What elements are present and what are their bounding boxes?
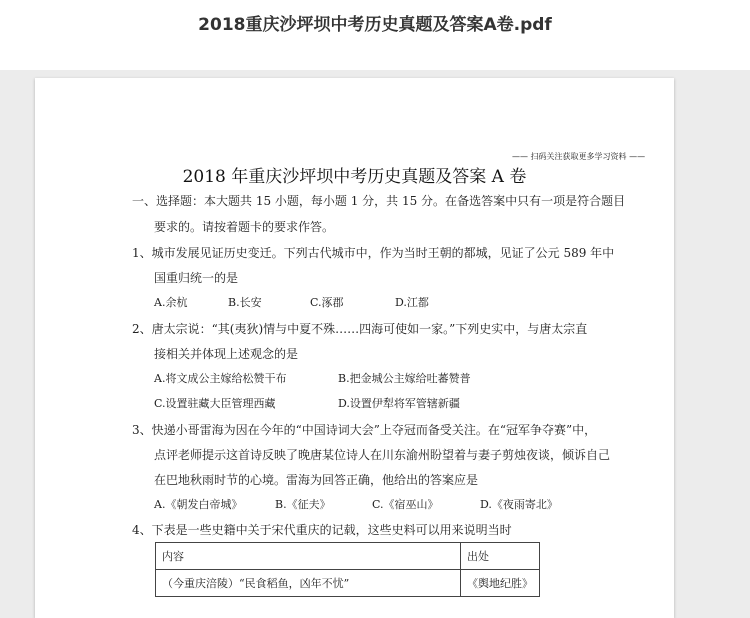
history-source-table (155, 542, 540, 597)
exam-title: 2018 年重庆沙坪坝中考历史真题及答案 A 卷 (182, 167, 527, 187)
q2-line2: 接相关并体现上述观念的是 (154, 347, 299, 361)
table-header-source: 出处 (461, 543, 540, 570)
q2-option-b: B.把金城公主嫁给吐蕃赞普 (338, 372, 471, 385)
pdf-page (35, 78, 674, 618)
viewer-toolbar (0, 0, 750, 70)
table-header-content: 内容 (156, 543, 461, 570)
section1-line1: 一、选择题：本大题共 15 小题，每小题 1 分，共 15 分。在备选答案中只有一项是符合题目 (132, 194, 626, 208)
q3-line1: 3、快递小哥雷海为因在今年的“中国诗词大会”上夺冠而备受关注。在“冠军争夺赛”中， (132, 423, 597, 437)
table-header-row (156, 543, 540, 570)
q1-option-d: D.江都 (395, 296, 429, 309)
table-cell-content: （今重庆涪陵）“民食稻鱼，凶年不忧” (156, 570, 461, 597)
section1-line2: 要求的。请按着题卡的要求作答。 (154, 220, 335, 234)
q2-option-a: A.将文成公主嫁给松赞干布 (154, 372, 287, 385)
watermark-text: —— 扫码关注获取更多学习资料 —— (512, 152, 646, 161)
q2-option-c: C.设置驻藏大臣管理西藏 (154, 397, 276, 410)
q1-option-c: C.涿郡 (310, 296, 344, 309)
q3-line3: 在巴地秋雨时节的心境。雷海为回答正确，他给出的答案应是 (154, 473, 479, 487)
q1-line2: 国重归统一的是 (154, 271, 239, 285)
q2-option-d: D.设置伊犁将军管辖新疆 (338, 397, 460, 410)
document-title: 2018重庆沙坪坝中考历史真题及答案A卷.pdf (198, 15, 552, 35)
table-cell-source: 《舆地纪胜》 (461, 570, 540, 597)
q4-line1: 4、下表是一些史籍中关于宋代重庆的记载，这些史料可以用来说明当时 (132, 523, 512, 537)
q1-line1: 1、城市发展见证历史变迁。下列古代城市中，作为当时王朝的都城，见证了公元 589 年中 (132, 246, 615, 260)
q3-option-b: B.《征夫》 (275, 498, 331, 511)
q3-line2: 点评老师提示这首诗反映了晚唐某位诗人在川东渝州盼望着与妻子剪烛夜谈，倾诉自己 (154, 448, 611, 462)
q1-option-a: A.余杭 (154, 296, 188, 309)
q1-option-b: B.长安 (228, 296, 262, 309)
q2-line1: 2、唐太宗说：“其(夷狄)情与中夏不殊……四海可使如一家。”下列史实中，与唐太宗直 (132, 322, 588, 336)
table-row (156, 570, 540, 597)
q3-option-c: C.《宿巫山》 (372, 498, 439, 511)
q3-option-a: A.《朝发白帝城》 (154, 498, 243, 511)
q3-option-d: D.《夜雨寄北》 (480, 498, 558, 511)
